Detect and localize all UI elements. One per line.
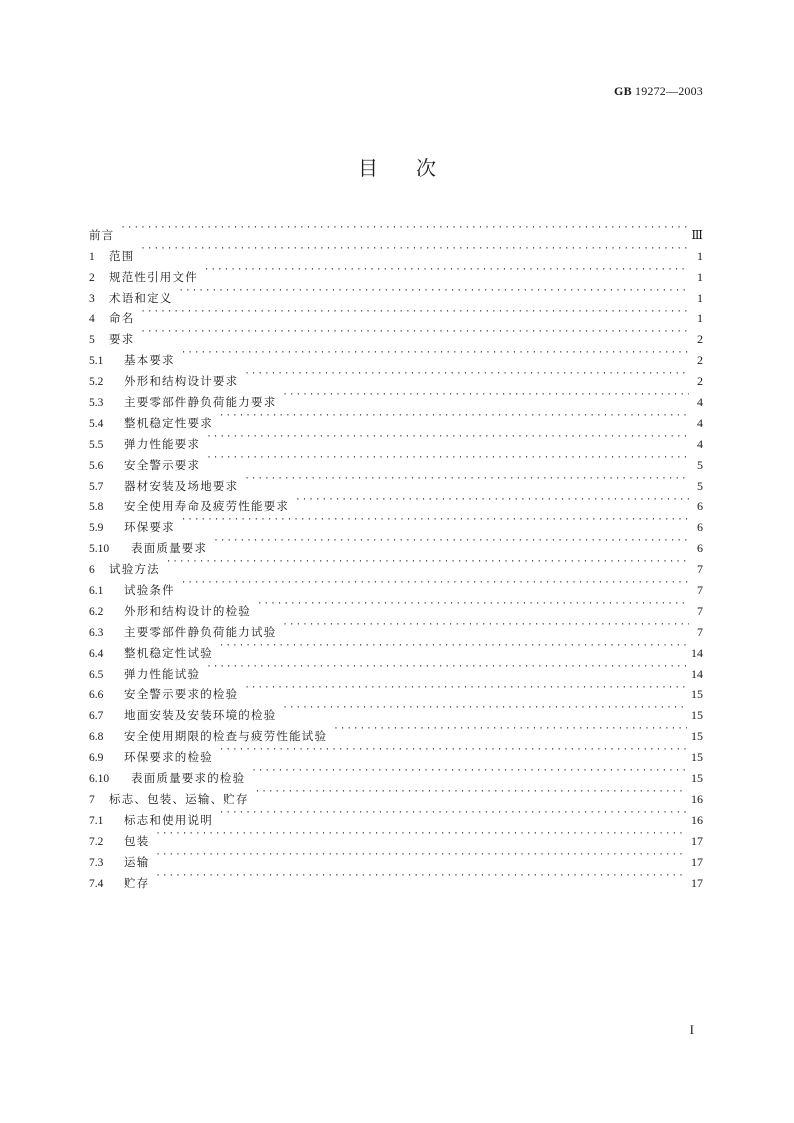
toc-entry[interactable] — [89, 845, 703, 869]
toc-entry-number: 5.9 — [89, 522, 104, 535]
toc-entry-number: 6.7 — [89, 710, 104, 723]
toc-entry-page: 15 — [691, 771, 703, 786]
toc-entry-number: 3 — [89, 292, 95, 305]
toc-entry-title: 安全警示要求的检验 — [124, 687, 239, 702]
toc-entry-title: 外形和结构设计的检验 — [124, 603, 251, 618]
toc-entry[interactable] — [89, 239, 703, 263]
toc-dot-leader — [155, 845, 687, 866]
toc-dot-leader — [140, 239, 689, 260]
toc-entry-number: 5.10 — [89, 543, 110, 556]
toc-entry-title: 表面质量要求 — [131, 541, 208, 556]
toc-entry-number: 5.7 — [89, 480, 104, 493]
toc-entry-page: 6 — [697, 499, 703, 514]
toc-entry-number: 7.1 — [89, 814, 104, 827]
toc-entry-number: 2 — [89, 271, 95, 284]
toc-dot-leader — [155, 824, 687, 845]
toc-entry-number: 5.2 — [89, 376, 104, 389]
toc-entry-page: 14 — [691, 666, 703, 681]
toc-entry-page: 15 — [691, 708, 703, 723]
toc-entry-number: 5.8 — [89, 501, 104, 514]
toc-entry-page: 4 — [697, 415, 703, 430]
toc-entry-page: 1 — [697, 248, 703, 263]
toc-entry-number: 6.10 — [89, 773, 110, 786]
toc-dot-leader — [140, 302, 689, 323]
toc-entry-page: 1 — [697, 290, 703, 305]
toc-dot-leader — [155, 866, 687, 887]
toc-entry[interactable] — [89, 281, 703, 305]
toc-entry-title: 前言 — [89, 227, 115, 242]
toc-entry-number: 7.4 — [89, 877, 104, 890]
toc-dot-leader — [244, 364, 689, 385]
toc-entry-page: 2 — [697, 332, 703, 347]
toc-entry[interactable] — [89, 364, 703, 389]
toc-entry[interactable] — [89, 552, 703, 577]
toc-dot-leader — [219, 406, 689, 427]
toc-entry-number: 4 — [89, 313, 95, 326]
toc-entry-title: 范围 — [109, 248, 135, 263]
toc-entry-title: 安全警示要求 — [124, 457, 201, 472]
toc-dot-leader — [255, 782, 687, 803]
toc-entry-page: 17 — [691, 875, 703, 890]
toc-entry-page: 6 — [697, 541, 703, 556]
toc-entry-page: 1 — [697, 311, 703, 326]
toc-entry[interactable] — [89, 260, 703, 284]
toc-entry-page: 14 — [691, 645, 703, 660]
toc-entry[interactable] — [89, 302, 703, 326]
toc-dot-leader — [282, 698, 687, 719]
toc-entry-title: 命名 — [109, 311, 135, 326]
toc-dot-leader — [282, 615, 689, 636]
toc-entry-page: 16 — [691, 812, 703, 827]
toc-dot-leader — [251, 761, 687, 782]
toc-dot-leader — [213, 531, 689, 552]
toc-entry-number: 5.3 — [89, 397, 104, 410]
toc-entry-number: 7.2 — [89, 835, 104, 848]
toc-entry-page: 7 — [697, 562, 703, 577]
toc-entry[interactable] — [89, 866, 703, 890]
toc-entry-title: 运输 — [124, 854, 150, 869]
toc-entry-page: 7 — [697, 583, 703, 598]
toc-dot-leader — [219, 740, 687, 761]
toc-entry-title: 术语和定义 — [109, 290, 173, 305]
toc-entry-number: 5.1 — [89, 355, 104, 368]
toc-entry-title: 要求 — [109, 332, 135, 347]
toc-entry[interactable] — [89, 531, 703, 556]
toc-entry-title: 包装 — [124, 833, 150, 848]
toc-entry-page: 1 — [697, 269, 703, 284]
toc-dot-leader — [282, 385, 689, 406]
toc-dot-leader — [244, 678, 687, 699]
toc-entry-number: 5.5 — [89, 438, 104, 451]
toc-entry-title: 试验方法 — [109, 562, 160, 577]
toc-dot-leader — [206, 657, 687, 678]
toc-entry-page: 2 — [697, 374, 703, 389]
toc-entry-title: 环保要求 — [124, 520, 175, 535]
toc-entry-title: 主要零部件静负荷能力要求 — [124, 395, 277, 410]
toc-entry-title: 主要零部件静负荷能力试验 — [124, 624, 277, 639]
toc-entry-number: 5.4 — [89, 417, 104, 430]
toc-entry[interactable] — [89, 824, 703, 848]
toc-entry-title: 标志和使用说明 — [124, 812, 213, 827]
toc-entry-number: 6.8 — [89, 731, 104, 744]
toc-entry[interactable] — [89, 322, 703, 347]
toc-entry-number: 6.4 — [89, 647, 104, 660]
toc-entry-title: 安全使用寿命及疲劳性能要求 — [124, 499, 290, 514]
toc-dot-leader — [140, 322, 689, 343]
page-title: 目次 — [358, 156, 474, 180]
toc-entry-title: 贮存 — [124, 875, 150, 890]
toc-entry-number: 5.6 — [89, 459, 104, 472]
toc-entry-number: 6.9 — [89, 752, 104, 765]
toc-entry-number: 6.3 — [89, 626, 104, 639]
toc-entry-number: 6.6 — [89, 689, 104, 702]
toc-dot-leader — [204, 260, 689, 281]
toc-entry-page: Ⅲ — [691, 227, 703, 242]
toc-entry-title: 弹力性能要求 — [124, 436, 201, 451]
toc-entry-title: 器材安装及场地要求 — [124, 478, 239, 493]
toc-entry-title: 整机稳定性试验 — [124, 645, 213, 660]
toc-entry-number: 7.3 — [89, 856, 104, 869]
toc-entry-number: 6.2 — [89, 605, 104, 618]
toc-dot-leader — [120, 218, 687, 239]
toc-entry-page: 5 — [697, 457, 703, 472]
toc-entry-title: 标志、包装、运输、贮存 — [109, 791, 249, 806]
toc-entry[interactable] — [89, 218, 703, 242]
toc-entry-page: 7 — [697, 624, 703, 639]
toc-entry-number: 6.1 — [89, 585, 104, 598]
toc-entry-title: 地面安装及安装环境的检验 — [124, 708, 277, 723]
table-of-contents — [89, 218, 703, 890]
toc-dot-leader — [333, 719, 687, 740]
toc-entry-page: 15 — [691, 687, 703, 702]
toc-entry-number: 5 — [89, 334, 95, 347]
toc-dot-leader — [181, 573, 689, 594]
toc-dot-leader — [179, 281, 690, 302]
toc-entry-page: 7 — [697, 603, 703, 618]
toc-entry-title: 环保要求的检验 — [124, 750, 213, 765]
toc-dot-leader — [219, 803, 687, 824]
toc-entry-title: 安全使用期限的检查与疲劳性能试验 — [124, 729, 328, 744]
toc-entry-page: 15 — [691, 729, 703, 744]
toc-entry-number: 6 — [89, 564, 95, 577]
toc-entry-page: 5 — [697, 478, 703, 493]
document-header — [614, 84, 703, 99]
toc-entry-title: 外形和结构设计要求 — [124, 374, 239, 389]
toc-entry-page: 16 — [691, 791, 703, 806]
toc-entry-page: 2 — [697, 353, 703, 368]
toc-entry-title: 弹力性能试验 — [124, 666, 201, 681]
page-number: I — [689, 1022, 694, 1037]
toc-dot-leader — [206, 448, 689, 469]
standard-number: 19272—2003 — [635, 84, 703, 98]
toc-entry-page: 15 — [691, 750, 703, 765]
toc-entry[interactable] — [89, 510, 703, 535]
toc-dot-leader — [219, 636, 687, 657]
toc-entry-title: 试验条件 — [124, 583, 175, 598]
toc-dot-leader — [166, 552, 689, 573]
standard-prefix: GB — [614, 84, 632, 98]
toc-entry-number: 6.5 — [89, 668, 104, 681]
toc-dot-leader — [206, 427, 689, 448]
toc-entry[interactable] — [89, 573, 703, 598]
toc-entry-page: 6 — [697, 520, 703, 535]
toc-entry-title: 整机稳定性要求 — [124, 415, 213, 430]
toc-entry-title: 规范性引用文件 — [109, 269, 198, 284]
toc-entry-title: 基本要求 — [124, 353, 175, 368]
toc-entry-page: 4 — [697, 395, 703, 410]
toc-entry-page: 17 — [691, 854, 703, 869]
toc-entry-number: 1 — [89, 250, 95, 263]
toc-dot-leader — [181, 510, 689, 531]
toc-dot-leader — [244, 469, 689, 490]
toc-entry[interactable] — [89, 594, 703, 618]
toc-entry-page: 4 — [697, 436, 703, 451]
toc-dot-leader — [181, 343, 689, 364]
toc-dot-leader — [257, 594, 689, 615]
toc-dot-leader — [295, 490, 689, 511]
toc-entry-number: 7 — [89, 793, 95, 806]
toc-entry-page: 17 — [691, 833, 703, 848]
toc-entry-title: 表面质量要求的检验 — [131, 771, 246, 786]
toc-entry[interactable] — [89, 343, 703, 368]
